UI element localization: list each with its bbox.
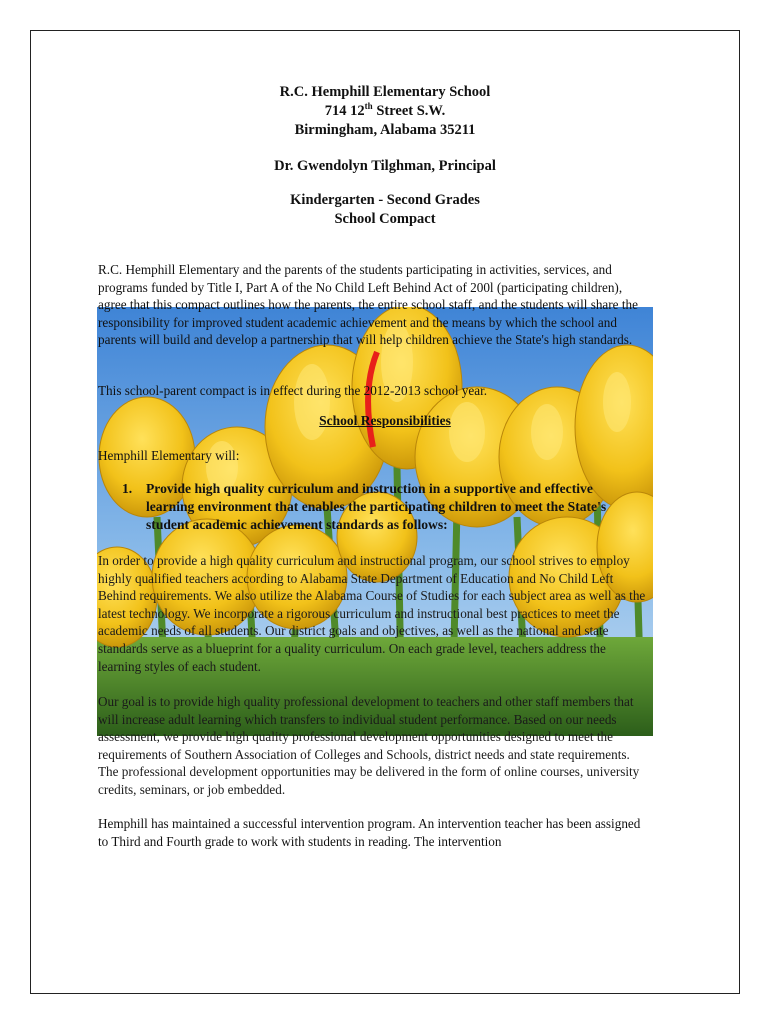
school-name: R.C. Hemphill Elementary School <box>279 84 491 100</box>
list-text: Provide high quality curriculum and instruction in a supportive and effective learning environment that enables the participating children to meet the State's student academic achievement standards as follows: <box>146 481 607 532</box>
section-heading: School Responsibilities <box>319 413 451 428</box>
school-city: Birmingham, Alabama 35211 <box>294 122 476 138</box>
principal-name: Dr. Gwendolyn Tilghman, Principal <box>274 158 496 174</box>
lead-in: Hemphill Elementary will: <box>98 448 240 463</box>
document-title: School Compact <box>334 211 436 227</box>
intro-paragraph: R.C. Hemphill Elementary and the parents of the students participating in activities, services, and programs funded by Title I, Part A of the No Child Left Behind Act of 200l (participating children), agree that this compact outlines how the parents, the entire school staff, and the students will share the responsibility for improved student academic achievement and the means by which the school and parents will build and develop a partnership that will help children achieve the State's high standards. <box>98 262 638 348</box>
grades-title: Kindergarten - Second Grades <box>290 192 480 208</box>
school-address-street: 714 12th Street S.W. <box>324 101 446 119</box>
list-number: 1. <box>122 481 133 496</box>
intervention-paragraph: Hemphill has maintained a successful intervention program. An intervention teacher has been assigned to Third and Fourth grade to work with students in reading. The intervention <box>98 816 641 849</box>
effective-statement: This school-parent compact is in effect during the 2012-2013 school year. <box>98 383 488 398</box>
curriculum-paragraph: In order to provide a high quality curriculum and instructional program, our school strives to employ highly qualified teachers according to Alabama State Department of Education and No Child Left Behind requirements. We also utilize the Alabama Course of Studies for each subject area as well as the latest technology. We incorporate a rigorous curriculum and instructional best practices to meet the academic needs of all students. Our district goals and objectives, as well as the national and state standards serve as a blueprint for a quality curriculum. On each grade level, teachers address the learning styles of each student. <box>98 553 646 674</box>
professional-development-paragraph: Our goal is to provide high quality professional development to teachers and other staff members that will increase adult learning which transfers to individual student performance. Based on our needs assessment, we provide high quality professional development opportunities designed to meet the requirements of Southern Association of Colleges and Schools, district needs and state requirements. The professional development opportunities may be delivered in the form of online courses, university credits, seminars, or job embedded. <box>98 694 640 797</box>
